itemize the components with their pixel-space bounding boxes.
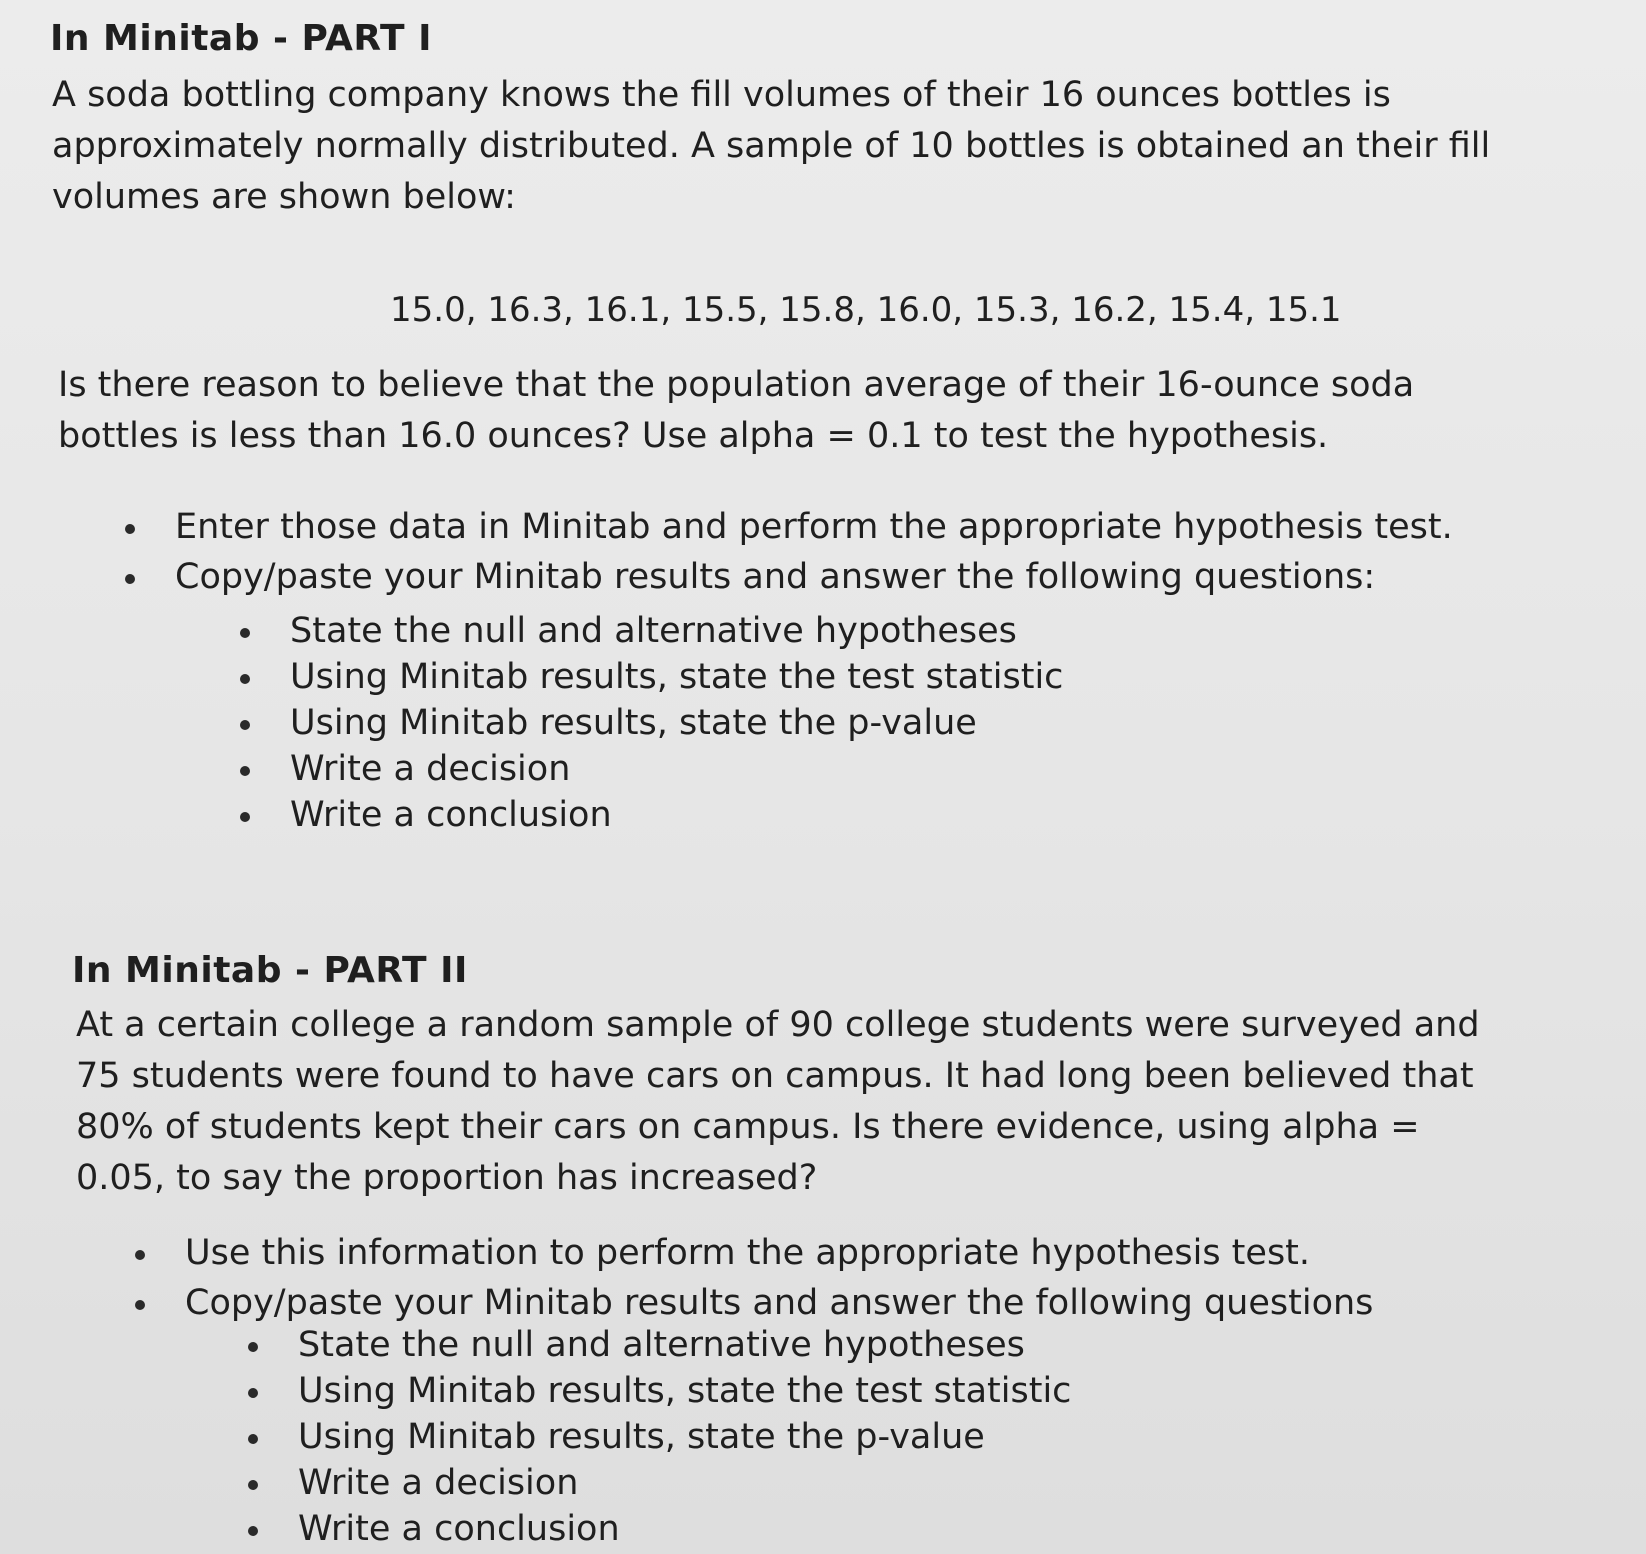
list-item: Using Minitab results, state the test statistic [240, 654, 1063, 700]
list-item: Enter those data in Minitab and perform the appropriate hypothesis test. [125, 502, 1453, 552]
list-item: Write a decision [240, 746, 1063, 792]
bullet-icon [240, 674, 250, 684]
list-item: Using Minitab results, state the p-value [240, 700, 1063, 746]
bullet-icon [240, 720, 250, 730]
bullet-icon [248, 1342, 258, 1352]
list-item: State the null and alternative hypotheses [240, 608, 1063, 654]
part2-intro: At a certain college a random sample of 90 college students were surveyed and 75 students were found to have cars on campus. It had long been believed that 80% of students kept their cars on campus. Is there evidence, using alpha = 0.05, to say the proportion has increased? [76, 1005, 1480, 1198]
part1-question-list [240, 608, 1063, 838]
part1-question: Is there reason to believe that the population average of their 16-ounce soda bottles is less than 16.0 ounces? Use alpha = 0.1 to test the hypothesis. [58, 365, 1415, 456]
list-item: Write a conclusion [248, 1506, 1071, 1552]
list-item: Copy/paste your Minitab results and answer the following questions: [125, 552, 1453, 602]
bullet-icon [125, 574, 135, 584]
part1-data-values: 15.0, 16.3, 16.1, 15.5, 15.8, 16.0, 15.3, 16.2, 15.4, 15.1 [390, 290, 1342, 330]
list-item: State the null and alternative hypotheses [248, 1322, 1071, 1368]
list-item: Use this information to perform the appropriate hypothesis test. [135, 1228, 1373, 1278]
bullet-icon [125, 524, 135, 534]
part2-instruction-list [135, 1228, 1373, 1328]
bullet-icon [240, 766, 250, 776]
bullet-icon [248, 1526, 258, 1536]
bullet-icon [135, 1300, 145, 1310]
bullet-icon [248, 1434, 258, 1444]
list-item: Using Minitab results, state the p-value [248, 1414, 1071, 1460]
list-item: Write a conclusion [240, 792, 1063, 838]
bullet-icon [248, 1480, 258, 1490]
list-item: Using Minitab results, state the test statistic [248, 1368, 1071, 1414]
part2-question-list [248, 1322, 1071, 1552]
list-item: Copy/paste your Minitab results and answer the following questions [135, 1278, 1373, 1328]
bullet-icon [240, 628, 250, 638]
part1-intro: A soda bottling company knows the fill volumes of their 16 ounces bottles is approximately normally distributed. A sample of 10 bottles is obtained an their fill volumes are shown below: [52, 75, 1491, 217]
part2-heading: In Minitab - PART II [72, 950, 468, 991]
part1-instruction-list [125, 502, 1453, 602]
list-item: Write a decision [248, 1460, 1071, 1506]
bullet-icon [240, 812, 250, 822]
bullet-icon [135, 1250, 145, 1260]
bullet-icon [248, 1388, 258, 1398]
part1-heading: In Minitab - PART I [50, 18, 432, 59]
